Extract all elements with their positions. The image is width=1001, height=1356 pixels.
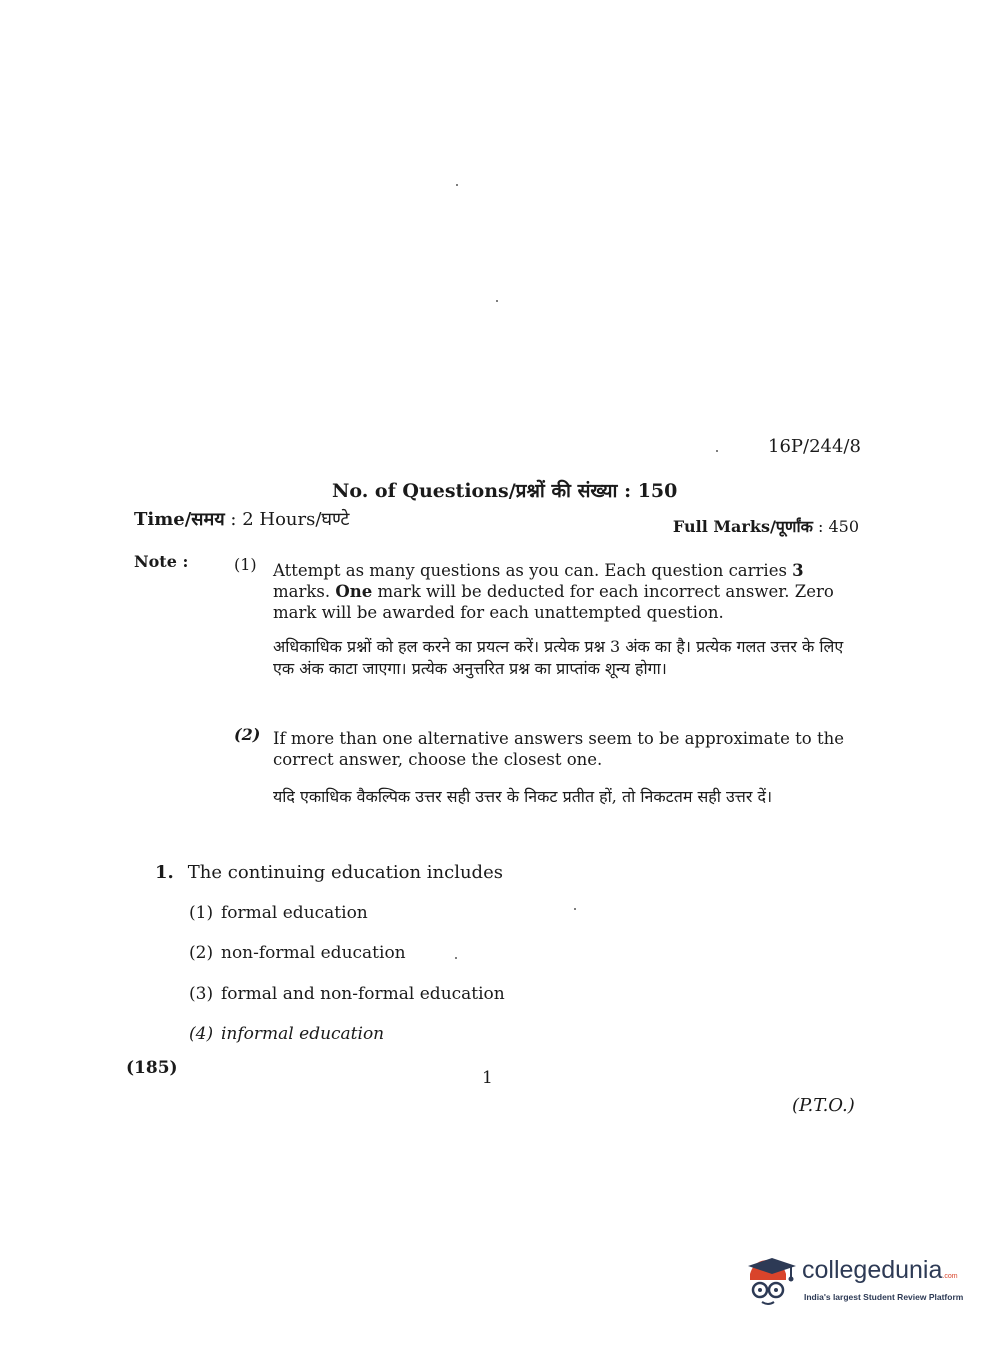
option-number: (1) [189, 903, 214, 923]
paper-code: (185) [126, 1058, 178, 1078]
option-3 [189, 984, 505, 1004]
option-4 [189, 1024, 384, 1044]
question-1-stem [155, 862, 503, 883]
exam-code: 16P/244/8 [768, 436, 861, 457]
time-allowed [134, 507, 349, 531]
collegedunia-watermark [742, 1252, 967, 1312]
note-item-1-english: Attempt as many questions as you can. Each question carries 3 marks. One mark will be deducted for each incorrect answer. Zero mark will be awarded for each unattempted question. [273, 561, 834, 622]
question-number: 1. [155, 862, 174, 883]
question-text: The continuing education includes [187, 862, 503, 883]
pto-label: (P.T.O.) [792, 1095, 855, 1116]
marks-value: : 450 [817, 517, 859, 536]
note-item-2-number: (2) [234, 725, 261, 744]
scan-speck [456, 184, 458, 186]
scan-speck [455, 957, 457, 959]
brand-name: collegedunia.com [802, 1256, 958, 1284]
scan-speck [716, 450, 718, 452]
page-number: 1 [482, 1068, 493, 1088]
number-of-questions: No. of Questions/प्रश्नों की संख्या : 150 [332, 480, 678, 502]
scan-speck [574, 908, 576, 910]
option-number: (4) [189, 1024, 214, 1044]
note-item-1-hindi: अधिकाधिक प्रश्नों को हल करने का प्रयत्न करें। प्रत्येक प्रश्न 3 अंक का है। प्रत्येक गलत उत्तर के लिए एक अंक काटा जाएगा। प्रत्येक अनुत्तरित प्रश्न का प्राप्तांक शून्य होगा। [273, 637, 844, 678]
option-2 [189, 943, 406, 963]
option-number: (3) [189, 984, 214, 1004]
option-text: informal education [221, 1024, 385, 1044]
option-number: (2) [189, 943, 214, 963]
option-text: non-formal education [221, 943, 406, 963]
note-item-2-hindi: यदि एकाधिक वैकल्पिक उत्तर सही उत्तर के निकट प्रतीत हों, तो निकटतम सही उत्तर दें। [273, 787, 773, 806]
time-label: Time/समय [134, 509, 225, 530]
time-value: : 2 Hours/घण्टे [230, 509, 350, 530]
note-label: Note : [134, 552, 189, 571]
option-text: formal and non-formal education [221, 984, 505, 1004]
mascot-icon [742, 1252, 800, 1310]
marks-label: Full Marks/पूर्णांक [672, 517, 813, 536]
scan-speck [496, 300, 498, 302]
full-marks [673, 515, 859, 537]
brand-tagline: India's largest Student Review Platform [804, 1292, 964, 1302]
option-text: formal education [221, 903, 368, 923]
option-1 [189, 903, 368, 923]
note-item-1-number: (1) [234, 555, 257, 574]
note-item-2-english: If more than one alternative answers seem to be approximate to the correct answer, choose the closest one. [273, 729, 844, 769]
